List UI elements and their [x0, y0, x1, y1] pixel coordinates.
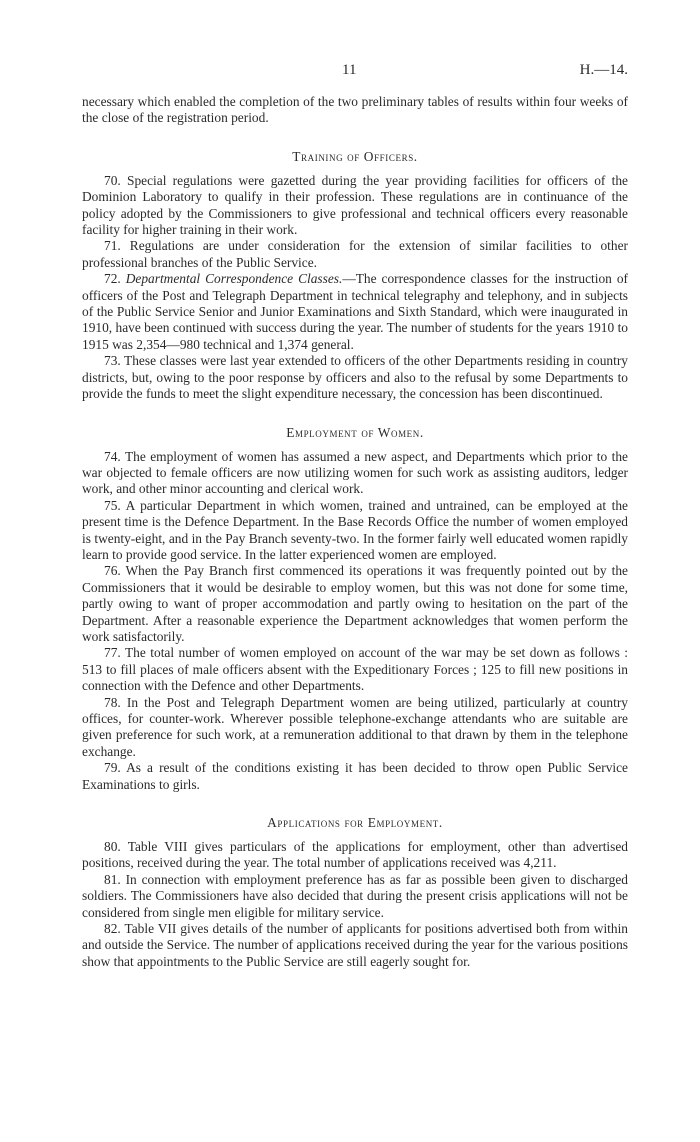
- section-heading-applications: Applications for Employment.: [267, 815, 443, 831]
- paragraph-72: [82, 271, 628, 353]
- paragraph-72-number: 72.: [104, 271, 121, 287]
- section-heading-women: Employment of Women.: [286, 424, 424, 440]
- paragraph-71: 71. Regulations are under consideration for the extension of similar facilities to other professional branches of the Public Service.: [82, 238, 628, 270]
- paragraph-72-title: Departmental Correspondence Classes.: [125, 271, 343, 287]
- paragraph-74: 74. The employment of women has assumed a new aspect, and Departments which prior to the war objected to female officers are now utilizing women for such work as assisting auditors, ledger work, and other minor accounting and clerical work.: [82, 448, 628, 497]
- paragraph-78: 78. In the Post and Telegraph Department women are being utilized, particularly at country offices, for counter-work. Wherever possible telephone-exchange attendants who are suitable are given preference for such work, at a remuneration additional to that drawn by them in the telephone exchange.: [82, 694, 628, 759]
- paragraph-70: 70. Special regulations were gazetted during the year providing facilities for officers of the Dominion Laboratory to qualify in their profession. These regulations are in continuance of the policy adopted by the Commissioners to give professional and technical officers every reasonable facility for higher training in their work.: [82, 172, 628, 238]
- page-body: [82, 94, 628, 970]
- paragraph-77: 77. The total number of women employed on account of the war may be set down as follows : 513 to fill places of male officers absent with the Expeditionary Forces ; 125 to fill new positions in connection with the Defence and other Departments.: [82, 645, 628, 694]
- paragraph-73: 73. These classes were last year extended to officers of the other Departments residing in country districts, but, owing to the poor response by officers and also to the refusal by some Departments to provide the funds to meet the slight expenditure necessary, the concession has been discontinued.: [82, 353, 628, 402]
- paragraph-79: 79. As a result of the conditions existing it has been decided to throw open Public Service Examinations to girls.: [82, 760, 628, 792]
- paragraph-80: 80. Table VIII gives particulars of the applications for employment, other than advertised positions, received during the year. The total number of applications received was 4,211.: [82, 839, 628, 871]
- page-number: 11: [342, 62, 357, 78]
- paragraph-continuation: necessary which enabled the completion of the two preliminary tables of results within four weeks of the close of the registration period.: [82, 94, 628, 126]
- paragraph-72-body: —The correspondence classes for the instruction of officers of the Post and Telegraph Department in technical telegraphy and telephony, and in subjects of the Public Service Senior and Junior Examinations and Sixth Standard, which were inaugurated in 1910, have been continued with success during the year. The number of students for the years 1910 to 1915 was 2,354—980 technical and 1,374 general.: [82, 271, 628, 352]
- paragraph-75: 75. A particular Department in which women, trained and untrained, can be employed at the present time is the Defence Department. In the Base Records Office the number of women employed is twenty-eight, and in the Pay Branch seventy-two. In the former fairly well educated women rapidly learn to provide good service. In the latter experienced women are employed.: [82, 497, 628, 562]
- paragraph-81: 81. In connection with employment preference has as far as possible been given to discharged soldiers. The Commissioners have also decided that during the present crisis applications will not be considered from single men eligible for military service.: [82, 871, 628, 920]
- document-reference: H.—14.: [579, 62, 628, 78]
- paragraph-82: 82. Table VII gives details of the number of applicants for positions advertised both from within and outside the Service. The number of applications received during the year for the various positions show that appointments to the Public Service are still eagerly sought for.: [82, 921, 628, 969]
- paragraph-76: 76. When the Pay Branch first commenced its operations it was frequently pointed out by the Commissioners that it would be desirable to employ women, but this was not done for some time, partly owing to want of proper accommodation and partly owing to hesitation on the part of the Department. After a reasonable experience the Department acknowledges that women perform the work satisfactorily.: [82, 563, 628, 644]
- section-heading-training: Training of Officers.: [292, 148, 418, 164]
- page-header: [82, 56, 628, 80]
